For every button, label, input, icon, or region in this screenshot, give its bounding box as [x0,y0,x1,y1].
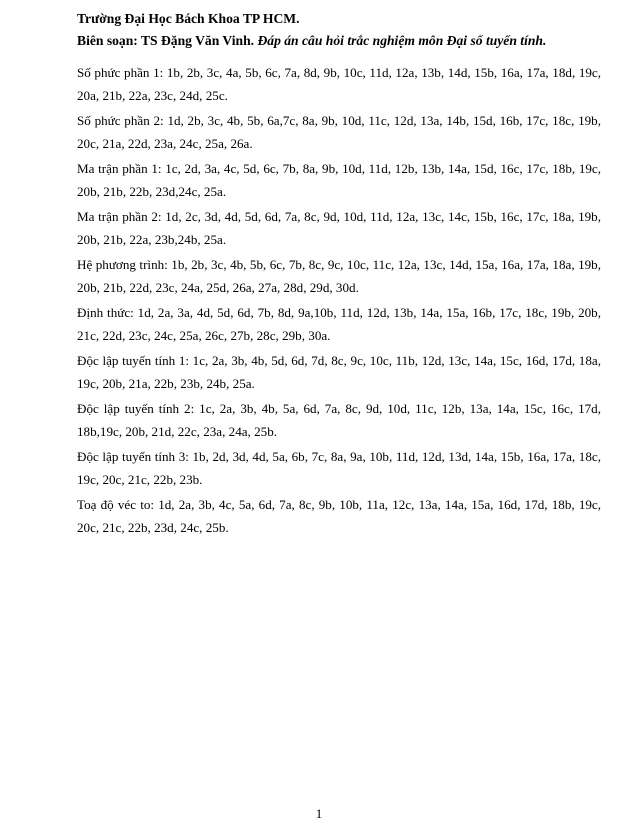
compiler-label: Biên soạn: TS Đặng Văn Vinh. [77,33,255,48]
section-title: Toạ độ véc to: [77,497,155,512]
document-header [77,8,607,52]
section-answers: 1d, 2c, 3d, 4d, 5d, 6d, 7a, 8c, 9d, 10d, 11d, 12a, 13c, 14c, 15b, 16c, 17c, 18a, 19b, 20b, 21b, 22a, 23b,24b, 25a. [77,209,602,247]
section-title: Ma trận phần 2: [77,209,162,224]
section-title: Hệ phương trình: [77,257,168,272]
section-title: Ma trận phần 1: [77,161,162,176]
section-answers: 1b, 2b, 3c, 4b, 5b, 6c, 7b, 8c, 9c, 10c, 11c, 12a, 13c, 14d, 15a, 16a, 17a, 18a, 19b, 20b, 21b, 22d, 23c, 24a, 25d, 26a, 27a, 28d, 29d, 30d. [77,257,601,295]
answer-section-linear-system [77,253,601,299]
answer-section-independence-1 [77,349,601,395]
answer-section-determinant [77,301,601,347]
section-answers: 1d, 2a, 3a, 4d, 5d, 6d, 7b, 8d, 9a,10b, 11d, 12d, 13b, 14a, 15a, 16b, 17c, 18c, 19b, 20b, 21c, 22d, 23c, 24c, 25a, 26c, 27b, 28c, 29b, 30a. [77,305,601,343]
answer-section-complex-1 [77,61,601,107]
answer-section-matrix-2 [77,205,601,251]
section-answers: 1c, 2a, 3b, 4b, 5a, 6d, 7a, 8c, 9d, 10d, 11c, 12b, 13a, 14a, 15c, 16c, 17d, 18b,19c, 20b, 21d, 22c, 23a, 24a, 25b. [77,401,601,439]
section-title: Số phức phần 1: [77,65,164,80]
answer-section-matrix-1 [77,157,601,203]
section-answers: 1d, 2a, 3b, 4c, 5a, 6d, 7a, 8c, 9b, 10b, 11a, 12c, 13a, 14a, 15a, 16d, 17d, 18b, 19c, 20c, 21c, 22b, 23d, 24c, 25b. [77,497,602,535]
section-title: Độc lập tuyến tính 2: [77,401,195,416]
section-title: Độc lập tuyến tính 3: [77,449,189,464]
section-title: Định thức: [77,305,134,320]
school-name: Trường Đại Học Bách Khoa TP HCM. [77,11,300,26]
subject-title: Đáp án câu hỏi trắc nghiệm môn Đại số tuyến tính. [257,33,547,48]
subtitle-line [77,30,607,52]
section-answers: 1b, 2d, 3d, 4d, 5a, 6b, 7c, 8a, 9a, 10b, 11d, 12d, 13d, 14a, 15b, 16a, 17a, 18c, 19c, 20c, 21c, 22b, 23b. [77,449,601,487]
section-title: Độc lập tuyến tính 1: [77,353,190,368]
section-answers: 1b, 2b, 3c, 4a, 5b, 6c, 7a, 8d, 9b, 10c, 11d, 12a, 13b, 14d, 15b, 16a, 17a, 18d, 19c, 20a, 21b, 22a, 23c, 24d, 25c. [77,65,601,103]
answer-section-complex-2 [77,109,601,155]
answer-section-vector-coordinates [77,493,601,539]
answer-section-independence-2 [77,397,601,443]
section-answers: 1c, 2a, 3b, 4b, 5d, 6d, 7d, 8c, 9c, 10c, 11b, 12d, 13c, 14a, 15c, 16d, 17d, 18a, 19c, 20b, 21a, 22b, 23b, 24b, 25a. [77,353,601,391]
answer-section-independence-3 [77,445,601,491]
section-answers: 1d, 2b, 3c, 4b, 5b, 6a,7c, 8a, 9b, 10d, 11c, 12d, 13a, 14b, 15d, 16b, 17c, 18c, 19b, 20c, 21a, 22d, 23a, 24c, 25a, 26a. [77,113,602,151]
answer-list [77,61,601,541]
page-number: 1 [315,806,323,821]
section-title: Số phức phần 2: [77,113,164,128]
section-answers: 1c, 2d, 3a, 4c, 5d, 6c, 7b, 8a, 9b, 10d, 11d, 12b, 13b, 14a, 15d, 16c, 17c, 18b, 19c, 20b, 21b, 22b, 23d,24c, 25a. [77,161,602,199]
